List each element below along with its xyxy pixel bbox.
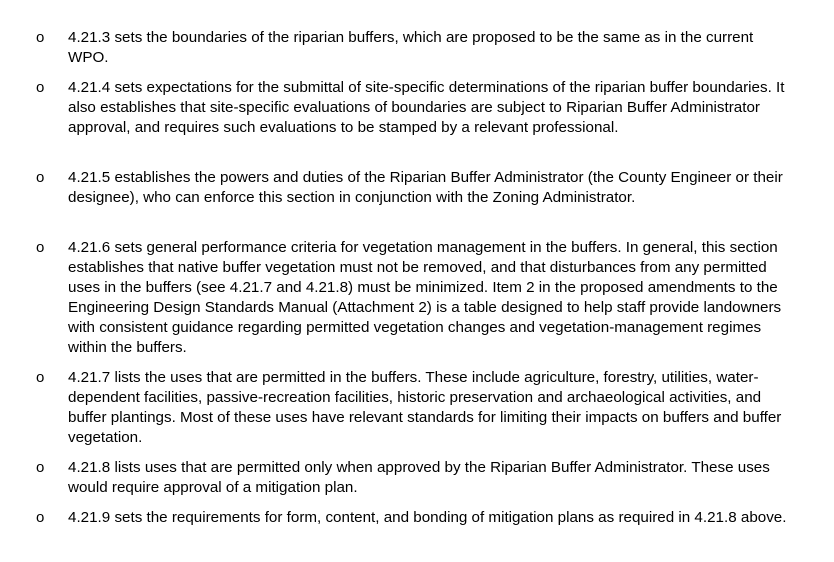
list-item-text: 4.21.6 sets general performance criteria for vegetation management in the buffers. In general, this section establishes that native buffer vegetation must not be removed, and that disturbances from any permitted uses in the buffers (see 4.21.7 and 4.21.8) must be minimized. Item 2 in the proposed amendments to the Engineering Design Standards Manual (Attachment 2) is a table designed to help staff provide landowners with consistent guidance regarding permitted vegetation changes and vegetation-management regimes within the buffers.	[68, 239, 782, 356]
bullet-marker: o	[36, 459, 45, 476]
list-item-text: 4.21.9 sets the requirements for form, content, and bonding of mitigation plans as required in 4.21.8 above.	[68, 509, 787, 526]
list-item-text: 4.21.8 lists uses that are permitted only when approved by the Riparian Buffer Administrator. These uses would require approval of a mitigation plan.	[68, 459, 770, 496]
bullet-marker: o	[36, 29, 45, 46]
list-item-text: 4.21.7 lists the uses that are permitted in the buffers. These include agriculture, forestry, utilities, water-dependent facilities, passive-recreation facilities, historic preservation and archaeological activities, and buffer plantings. Most of these uses have relevant standards for limiting their impacts on buffers and buffer vegetation.	[68, 369, 782, 446]
bullet-marker: o	[36, 369, 45, 386]
bullet-marker: o	[36, 509, 45, 526]
bullet-marker: o	[36, 169, 45, 186]
list-item-text: 4.21.5 establishes the powers and duties of the Riparian Buffer Administrator (the County Engineer or their designee), who can enforce this section in conjunction with the Zoning Administrator.	[68, 169, 783, 206]
bullet-marker: o	[36, 79, 45, 96]
bullet-marker: o	[36, 239, 45, 256]
list-item-text: 4.21.4 sets expectations for the submittal of site-specific determinations of the riparian buffer boundaries. It also establishes that site-specific evaluations of boundaries are subject to Riparian Buffer Administrator approval, and requires such evaluations to be stamped by a relevant professional.	[68, 79, 785, 136]
list-item-text: 4.21.3 sets the boundaries of the riparian buffers, which are proposed to be the same as in the current WPO.	[68, 29, 754, 66]
